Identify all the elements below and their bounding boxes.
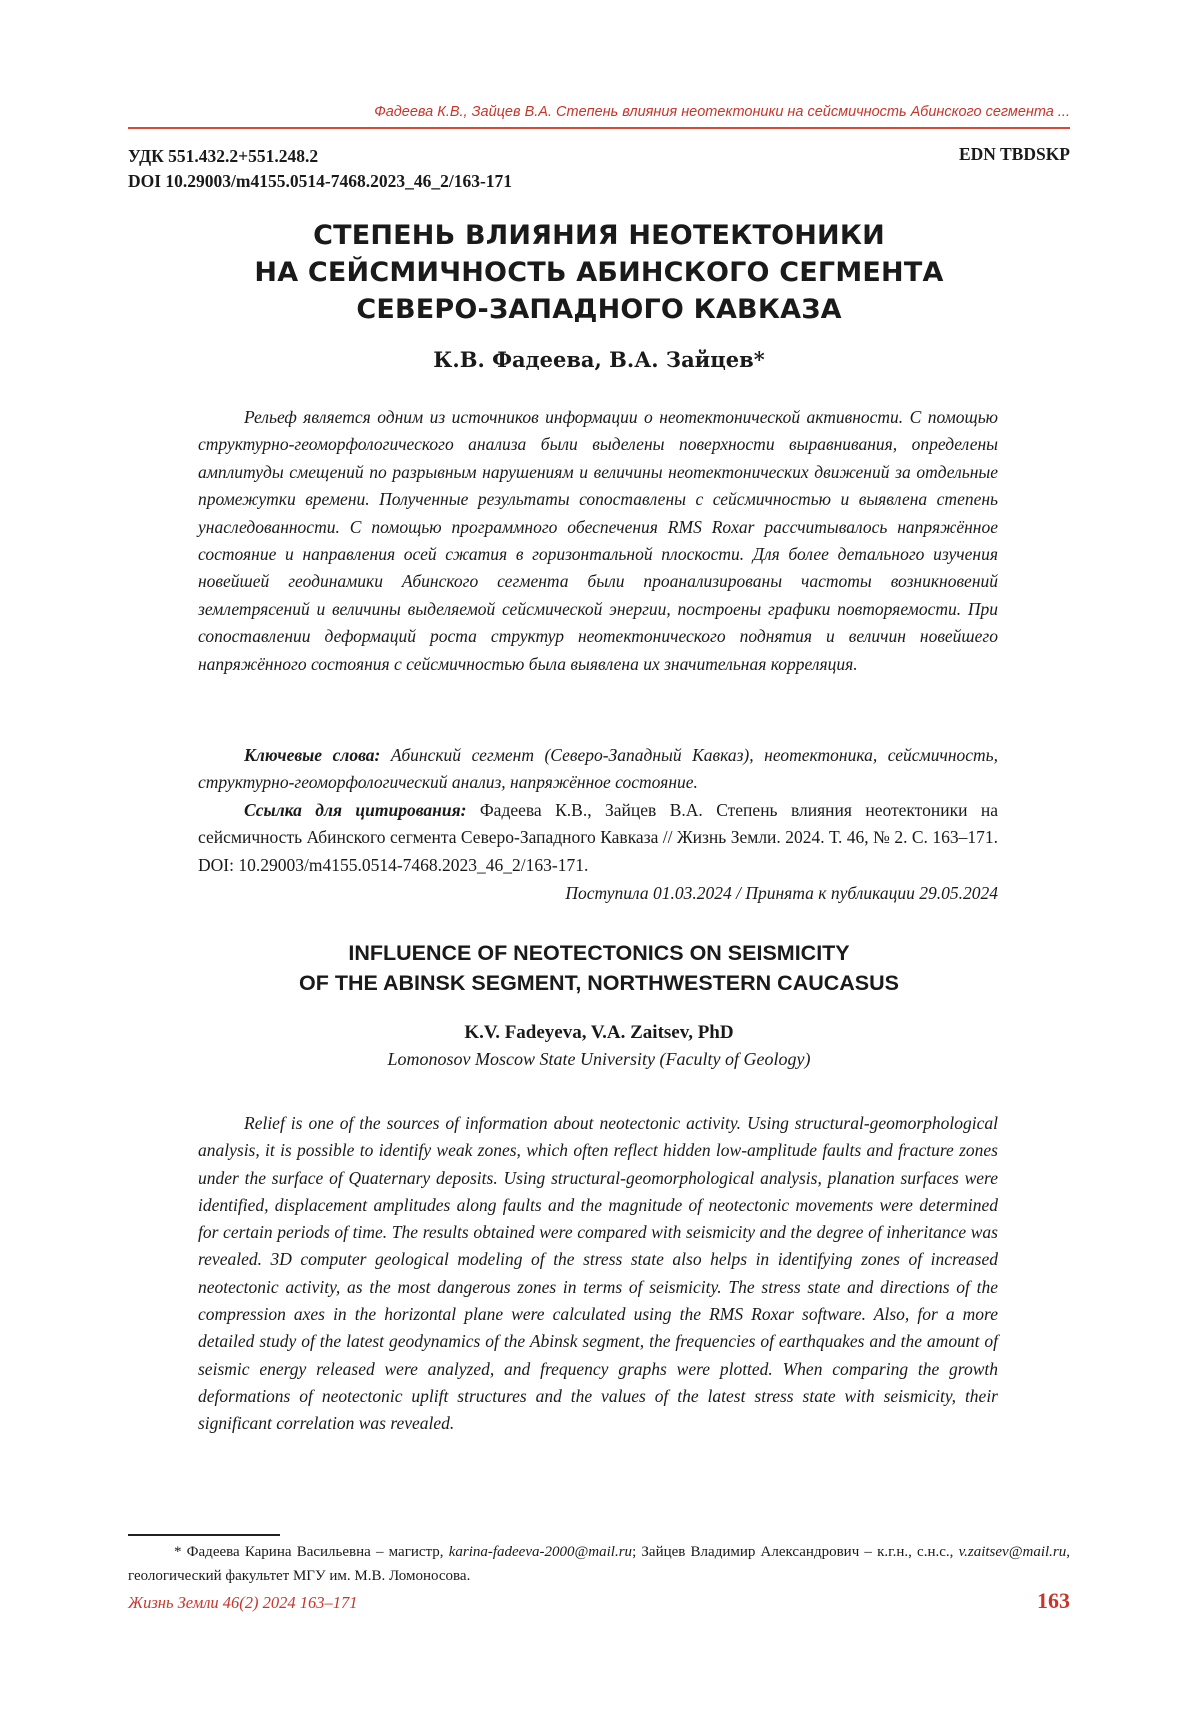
authors-english: K.V. Fadeyeva, V.A. Zaitsev, PhD [464, 1022, 734, 1043]
title-ru-line-1: СТЕПЕНЬ ВЛИЯНИЯ НЕОТЕКТОНИКИ [313, 220, 885, 251]
doi-code: DOI 10.29003/m4155.0514-7468.2023_46_2/163-171 [128, 171, 513, 191]
title-ru-line-3: СЕВЕРО-ЗАПАДНОГО КАВКАЗА [356, 294, 842, 325]
keywords-label: Ключевые слова: [244, 745, 381, 765]
title-ru-line-2: НА СЕЙСМИЧНОСТЬ АБИНСКОГО СЕГМЕНТА [254, 257, 944, 288]
affiliation-english: Lomonosov Moscow State University (Faculty of Geology) [387, 1049, 811, 1069]
journal-footer: Жизнь Земли 46(2) 2024 163–171 [128, 1593, 358, 1612]
abstract-en-text: Relief is one of the sources of information about neotectonic activity. Using structural-geomorphological analysis, it is possible to identify weak zones, which often reflect hidden low-amplitude faults and fracture zones under the surface of Quaternary deposits. Using structural-geomorphological analysis, planation surfaces were identified, displacement amplitudes along faults and the magnitude of neotectonic movements were determined for certain periods of time. The results obtained were compared with seismicity and the degree of inheritance was revealed. 3D computer geological modeling of the stress state also helps in identifying zones of increased neotectonic activity, as the most dangerous zones in terms of seismicity. The stress state and directions of the compression axes in the horizontal plane were calculated using the RMS Roxar software. Also, for a more detailed study of the latest geodynamics of the Abinsk segment, the frequencies of earthquakes and the amount of seismic energy released were analyzed, and frequency graphs were plotted. When comparing the growth deformations of neotectonic uplift structures and the values of the latest stress state with seismicity, their significant correlation was revealed. [198, 1113, 998, 1434]
title-russian [128, 217, 1070, 328]
received-dates: Поступила 01.03.2024 / Принята к публикации 29.05.2024 [565, 883, 998, 903]
citation-label: Ссылка для цитирования: [244, 799, 467, 820]
abstract-ru-text: Рельеф является одним из источников информации о неотектонической активности. С помощью структурно-геоморфологического анализа были выделены поверхности выравнивания, определены амплитуды смещений по разрывным нарушениям и величины неотектонических движений за отдельные промежутки времени. Полученные результаты сопоставлены с сейсмичностью и выявлена степень унаследованности. С помощью программного обеспечения RMS Roxar рассчитывалось напряжённое состояние и направления осей сжатия в горизонтальной плоскости. Для более детального изучения новейшей геодинамики Абинского сегмента были проанализированы частоты возникновений землетрясений и величины выделяемой сейсмической энергии, построены графики повторяемости. При сопоставлении деформаций роста структур неотектонического поднятия и величин новейшего напряжённого состояния с сейсмичностью была выявлена их значительная корреляция. [198, 407, 998, 674]
authors-russian: К.В. Фадеева, В.А. Зайцев* [433, 347, 765, 372]
footnote-part-3: , геологический факультет МГУ им. М.В. Ломоносова. [128, 1544, 1071, 1584]
title-en-line-2: OF THE ABINSK SEGMENT, NORTHWESTERN CAUCASUS [298, 971, 900, 995]
citation [198, 797, 998, 879]
footnote-part-2: ; Зайцев Владимир Александрович – к.г.н., с.н.с., [632, 1544, 959, 1560]
title-en-line-1: INFLUENCE OF NEOTECTONICS ON SEISMICITY [348, 941, 850, 965]
article-meta [128, 144, 512, 194]
author-email-2[interactable]: v.zaitsev@mail.ru [958, 1544, 1067, 1560]
footnote-part-1: * Фадеева Карина Васильевна – магистр, [174, 1544, 449, 1560]
page-number: 163 [1037, 1588, 1070, 1613]
running-head: Фадеева К.В., Зайцев В.А. Степень влияния неотектоники на сейсмичность Абинского сегмента ... [374, 104, 1070, 120]
edn-code: EDN TBDSKP [958, 144, 1070, 164]
udk-code: УДК 551.432.2+551.248.2 [128, 146, 319, 166]
citation-text: Фадеева К.В., Зайцев В.А. Степень влияния неотектоники на сейсмичность Абинского сегмента Северо-Западного Кавказа // Жизнь Земли. 2024. Т. 46, № 2. С. 163–171. DOI: 10.29003/m4155.0514-7468.2023_46_2/163-171. [198, 799, 998, 875]
running-head-rule [128, 127, 1070, 129]
title-english [128, 938, 1070, 998]
author-email-1[interactable]: karina-fadeeva-2000@mail.ru [448, 1544, 633, 1560]
author-footnote [128, 1540, 1070, 1588]
abstract-russian [198, 404, 998, 678]
keywords [198, 742, 998, 797]
keywords-text: Абинский сегмент (Северо-Западный Кавказ), неотектоника, сейсмичность, структурно-геоморфологический анализ, напряжённое состояние. [198, 745, 998, 793]
abstract-english [198, 1110, 998, 1438]
footnote-rule [128, 1534, 280, 1536]
keywords-and-citation [198, 742, 998, 879]
